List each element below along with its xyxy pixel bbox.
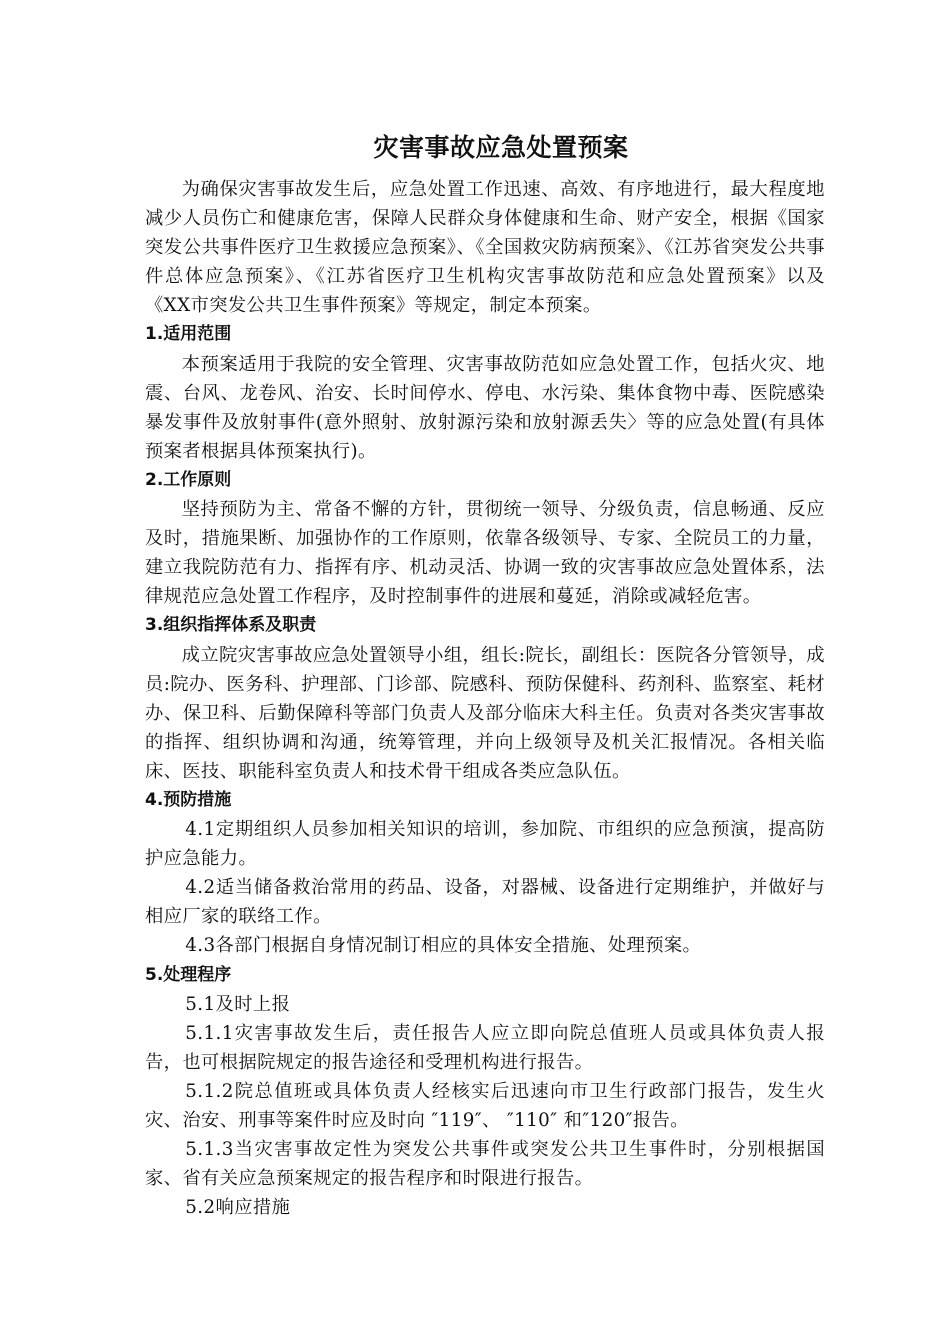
section-4-2-paragraph: 4.2适当储备救治常用的药品、设备，对器械、设备进行定期维护，并做好与相应厂家的联络工作。 bbox=[145, 877, 825, 928]
section-1-heading: 1.适用范围 bbox=[145, 324, 232, 345]
section-5-1-2-paragraph: 5.1.2院总值班或具体负责人经核实后迅速向市卫生行政部门报告，发生火灾、治安、刑事等案件时应及时向 ″119″、 ″110″ 和″120″报告。 bbox=[145, 1080, 825, 1131]
section-4-heading: 4.预防措施 bbox=[145, 789, 232, 810]
document-title: 灾害事故应急处置预案 bbox=[373, 133, 629, 162]
section-5-1-3-paragraph: 5.1.3当灾害事故定性为突发公共事件或突发公共卫生事件时，分别根据国家、省有关应急预案规定的报告程序和时限进行报告。 bbox=[145, 1139, 825, 1190]
section-2-heading: 2.工作原则 bbox=[145, 469, 232, 490]
section-4-3-paragraph: 4.3各部门根据自身情况制订相应的具体安全措施、处理预案。 bbox=[185, 935, 702, 957]
section-5-1-1-paragraph: 5.1.1灾害事故发生后，责任报告人应立即向院总值班人员或具体负责人报告，也可根据院规定的报告途径和受理机构进行报告。 bbox=[145, 1022, 825, 1073]
section-5-1-subheading: 5.1及时上报 bbox=[185, 993, 291, 1015]
section-5-2-subheading: 5.2响应措施 bbox=[185, 1197, 291, 1219]
section-1-paragraph: 本预案适用于我院的安全管理、灾害事故防范如应急处置工作，包括火灾、地震、台风、龙卷风、治安、长时间停水、停电、水污染、集体食物中毒、医院感染暴发事件及放射事件(意外照射、放射源污染和放射源丢失〉等的应急处置(有具体预案者根据具体预案执行)。 bbox=[145, 353, 825, 462]
section-5-heading: 5.处理程序 bbox=[145, 964, 232, 985]
document-body bbox=[145, 175, 825, 1222]
intro-paragraph: 为确保灾害事故发生后，应急处置工作迅速、高效、有序地进行，最大程度地减少人员伤亡和健康危害，保障人民群众身体健康和生命、财产安全，根据《国家突发公共事件医疗卫生救援应急预案》、《全国救灾防病预案》、《江苏省突发公共事件总体应急预案》、《江苏省医疗卫生机构灾害事故防范和应急处置预案》以及《XX市突发公共卫生事件预案》等规定，制定本预案。 bbox=[145, 179, 825, 317]
section-4-1-paragraph: 4.1定期组织人员参加相关知识的培训，参加院、市组织的应急预演，提高防护应急能力。 bbox=[145, 819, 825, 870]
section-3-heading: 3.组织指挥体系及职责 bbox=[145, 615, 317, 636]
section-2-paragraph: 坚持预防为主、常备不懈的方针，贯彻统一领导、分级负责，信息畅通、反应及时，措施果断、加强协作的工作原则，依靠各级领导、专家、全院员工的力量，建立我院防范有力、指挥有序、机动灵活、协调一致的灾害事故应急处置体系，法律规范应急处置工作程序，及时控制事件的进展和蔓延，消除或减轻危害。 bbox=[145, 499, 825, 608]
section-3-paragraph: 成立院灾害事故应急处置领导小组，组长:院长，副组长：医院各分管领导，成员:院办、医务科、护理部、门诊部、院感科、预防保健科、药剂科、监察室、耗材办、保卫科、后勤保障科等部门负责人及部分临床大科主任。负责对各类灾害事故的指挥、组织协调和沟通，统筹管理，并向上级领导及机关汇报情况。各相关临床、医技、职能科室负责人和技术骨干组成各类应急队伍。 bbox=[145, 644, 825, 782]
